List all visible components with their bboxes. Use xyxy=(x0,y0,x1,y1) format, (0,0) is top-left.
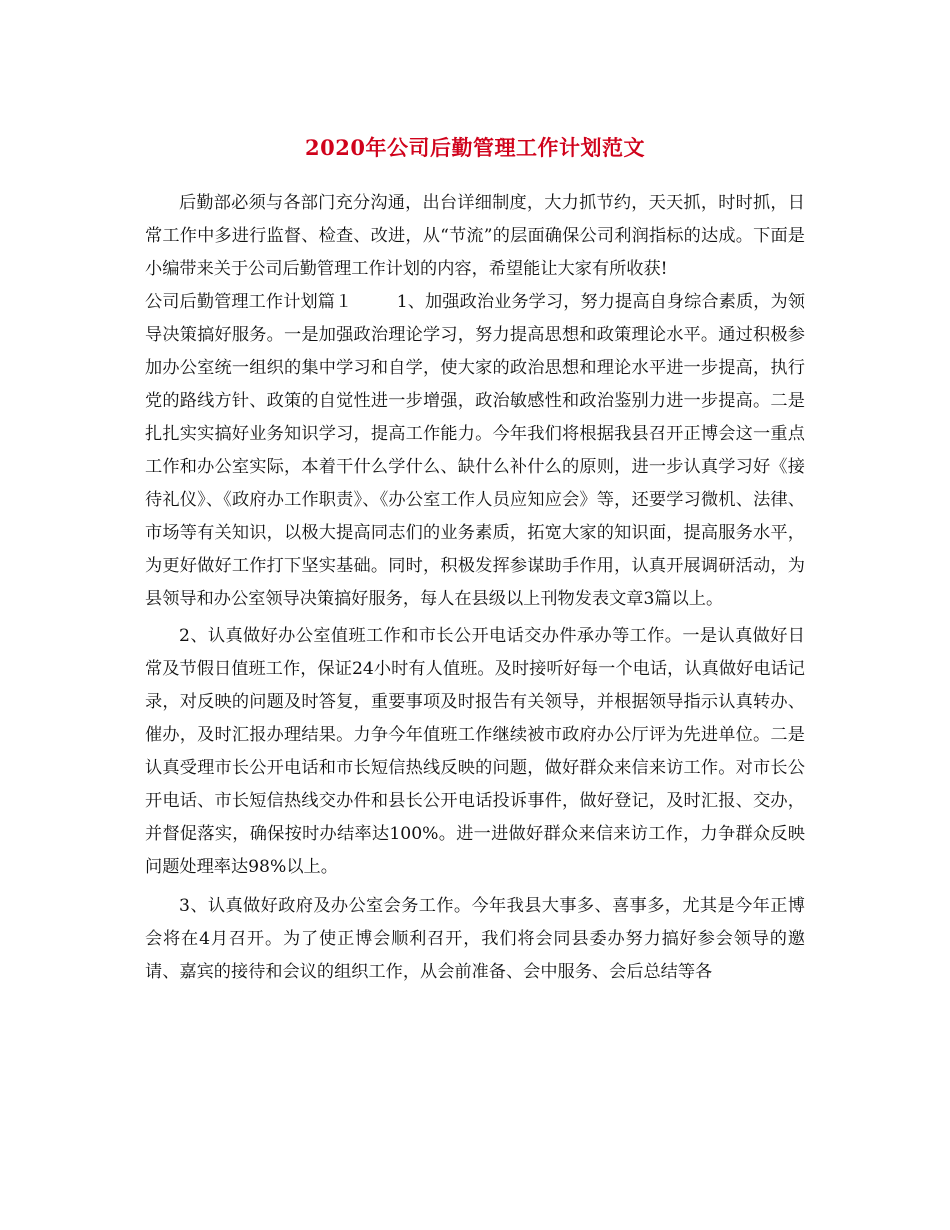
section-1-paragraph: 公司后勤管理工作计划篇１ 1、加强政治业务学习，努力提高自身综合素质，为领导决策搞好服务。一是加强政治理论学习，努力提高思想和政策理论水平。通过积极参加办公室统一组织的集中学习和自学，使大家的政治思想和理论水平进一步提高，执行党的路线方针、政策的自觉性进一步增强，政治敏感性和政治鉴别力进一步提高。二是扎扎实实搞好业务知识学习，提高工作能力。今年我们将根据我县召开正博会这一重点工作和办公室实际，本着干什么学什么、缺什么补什么的原则，进一步认真学习好《接待礼仪》、《政府办工作职责》、《办公室工作人员应知应会》等，还要学习微机、法律、市场等有关知识，以极大提高同志们的业务素质，拓宽大家的知识面，提高服务水平，为更好做好工作打下坚实基础。同时，积极发挥参谋助手作用，认真开展调研活动，为县领导和办公室领导决策搞好服务，每人在县级以上刊物发表文章3篇以上。 xyxy=(145,292,805,609)
section-2-paragraph: 2、认真做好办公室值班工作和市长公开电话交办件承办等工作。一是认真做好日常及节假日值班工作，保证24小时有人值班。及时接听好每一个电话，认真做好电话记录，对反映的问题及时答复，重要事项及时报告有关领导，并根据领导指示认真转办、催办，及时汇报办理结果。力争今年值班工作继续被市政府办公厅评为先进单位。二是认真受理市长公开电话和市长短信热线反映的问题，做好群众来信来访工作。对市长公开电话、市长短信热线交办件和县长公开电话投诉事件，做好登记，及时汇报、交办，并督促落实，确保按时办结率达100%。进一进做好群众来信来访工作，力争群众反映问题处理率达98%以上。 xyxy=(145,626,805,877)
document-title: 2020年公司后勤管理工作计划范文 xyxy=(305,135,645,161)
document-body xyxy=(145,187,805,989)
intro-paragraph: 后勤部必须与各部门充分沟通，出台详细制度，大力抓节约，天天抓，时时抓，日常工作中多进行监督、检查、改进，从“节流”的层面确保公司利润指标的达成。下面是小编带来关于公司后勤管理工作计划的内容，希望能让大家有所收获! xyxy=(145,193,805,279)
section-3-paragraph: 3、认真做好政府及办公室会务工作。今年我县大事多、喜事多，尤其是今年正博会将在4月召开。为了使正博会顺利召开，我们将会同县委办努力搞好参会领导的邀请、嘉宾的接待和会议的组织工作，从会前准备、会中服务、会后总结等各 xyxy=(145,896,805,982)
